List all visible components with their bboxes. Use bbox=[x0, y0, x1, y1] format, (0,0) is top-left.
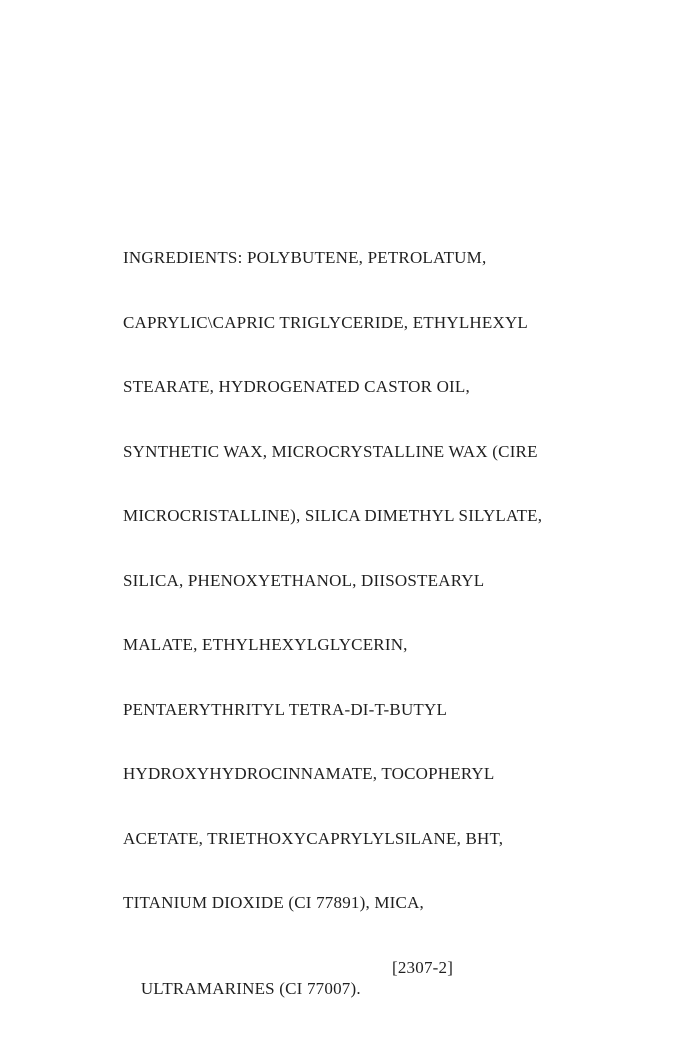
ingredients-label bbox=[123, 204, 573, 1000]
ingredients-line: INGREDIENTS: POLYBUTENE, PETROLATUM, bbox=[123, 248, 487, 267]
ingredients-line: ACETATE, TRIETHOXYCAPRYLYLSILANE, BHT, bbox=[123, 828, 504, 848]
ingredients-line: SYNTHETIC WAX, MICROCRYSTALLINE WAX (CIRE bbox=[123, 441, 538, 461]
ingredients-line: HYDROXYHYDROCINNAMATE, TOCOPHERYL bbox=[123, 764, 495, 783]
ingredients-line: STEARATE, HYDROGENATED CASTOR OIL, bbox=[123, 377, 470, 396]
ingredients-final-line bbox=[123, 957, 573, 998]
ingredients-line: TITANIUM DIOXIDE (CI 77891), MICA, bbox=[123, 893, 425, 912]
ingredients-line: SILICA, PHENOXYETHANOL, DIISOSTEARYL bbox=[123, 570, 485, 590]
ingredients-final-text: ULTRAMARINES (CI 77007). bbox=[140, 979, 361, 998]
ingredients-line: PENTAERYTHRITYL TETRA-DI-T-BUTYL bbox=[123, 699, 448, 719]
ingredients-line: MALATE, ETHYLHEXYLGLYCERIN, bbox=[123, 635, 408, 654]
batch-code: [2307-2] bbox=[392, 957, 454, 977]
ingredients-line: MICROCRISTALLINE), SILICA DIMETHYL SILYLATE, bbox=[123, 506, 543, 525]
ingredients-line: CAPRYLIC\CAPRIC TRIGLYCERIDE, ETHYLHEXYL bbox=[123, 312, 529, 332]
